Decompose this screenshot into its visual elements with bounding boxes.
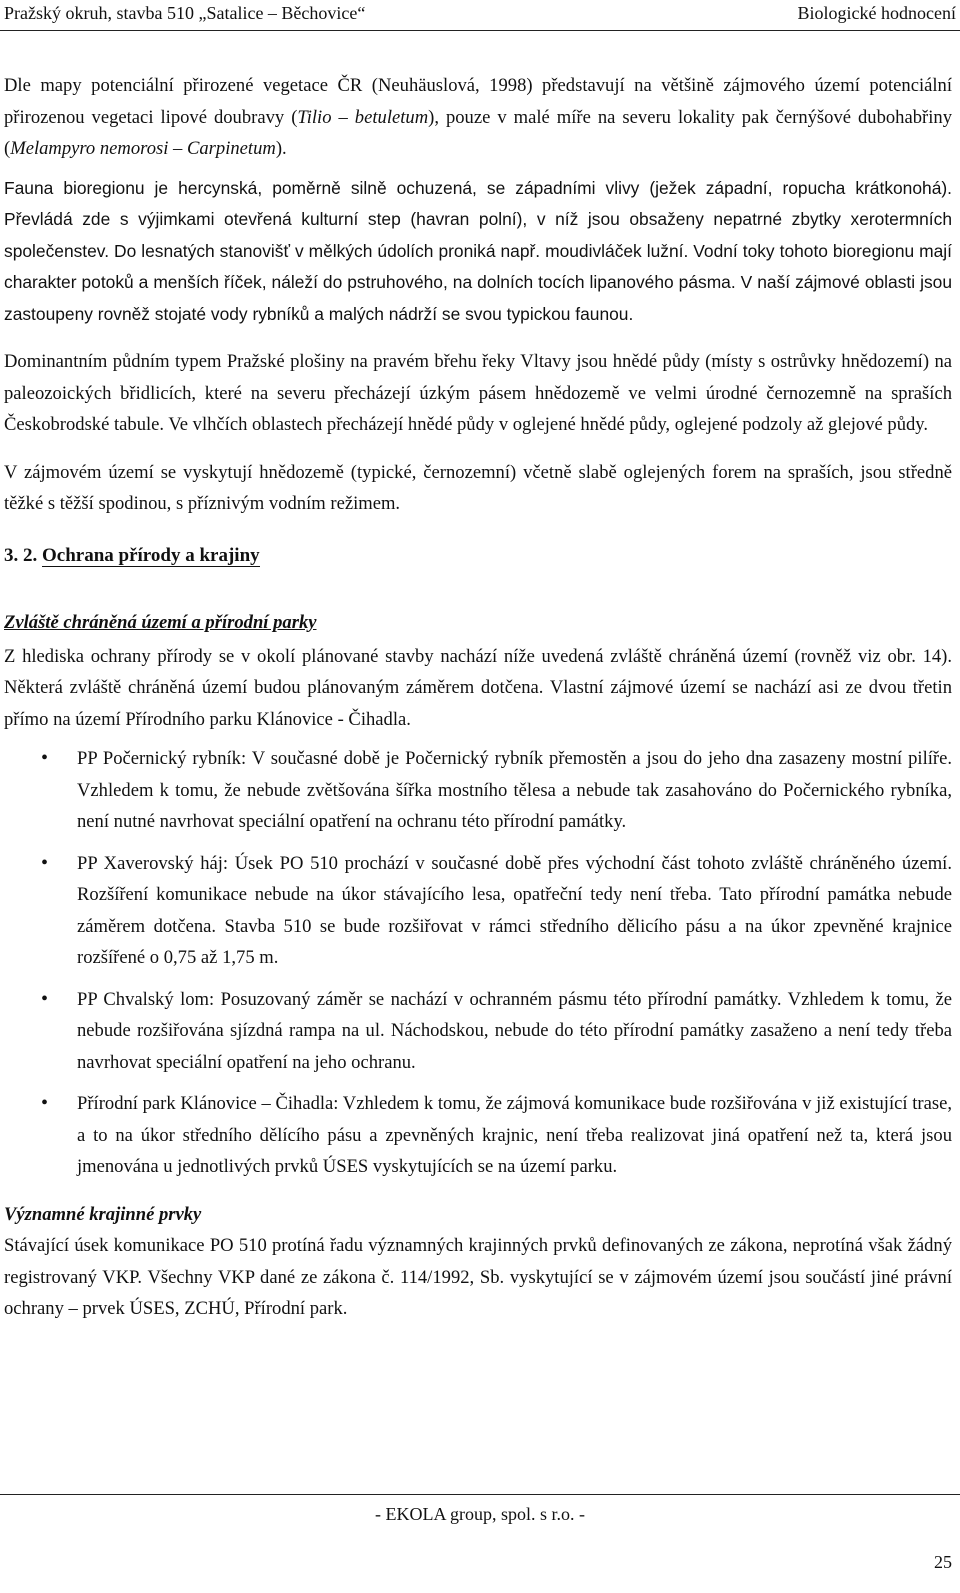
section-heading [4,540,952,572]
section-number: 3. 2. [4,544,38,566]
paragraph-protected-areas-intro: Z hlediska ochrany přírody se v okolí plánované stavby nachází níže uvedená zvláště chráněná území (rovněž viz obr. 14). Některá zvláště chráněná území budou plánovaným záměrem dotčena. Vlastní zájmové území se nachází asi ze dvou třetin přímo na území Přírodního parku Klánovice - Čihadla. [4,645,952,730]
list-item-text: PP Počernický rybník: V současné době je Počernický rybník přemostěn a jsou do jeho dna zasazeny mostní pilíře. Vzhledem k tomu, že nebude zvětšována šířka mostního tělesa a nebude tak zasahováno do Počernického rybníka, není nutné navrhovat speciální opatření na ochranu této přírodní památky. [77,748,952,832]
bullet-icon: • [41,1092,49,1114]
header-document-title: Pražský okruh, stavba 510 „Satalice – Běchovice“ [4,3,366,23]
list-item-text: PP Chvalský lom: Posuzovaný záměr se nachází v ochranném pásmu této přírodní památky. Vzhledem k tomu, že nebude rozšiřována sjízdná rampa na ul. Náchodskou, nebude do této přírodní památky zasaženo a není tedy třeba navrhovat speciální opatření na jeho ochranu. [77,988,952,1073]
paragraph-fauna [4,173,952,331]
bullet-icon: • [41,747,49,769]
list-item-text: PP Xaverovský háj: Úsek PO 510 prochází v současné době přes východní část tohoto zvláště chráněného území. Rozšíření komunikace nebude na úkor stávajícího lesa, opatřeční tedy není třeba. Tato přírodní památka nebude záměrem dotčena. Stavba 510 se bude rozšiřovat v rámci středního dělicího pásu a na úkor zpevněné krajnice rozšířené o 0,75 až 1,75 m. [77,852,952,968]
list-item [4,1088,952,1183]
header-section-title: Biologické hodnocení [797,3,956,23]
protected-areas-list [4,743,952,1183]
text-run: Fauna bioregionu je hercynská, poměrně silně ochuzená, se západními vlivy (ježek západní, ropucha krátkonohá). [4,177,952,198]
footer-company: - EKOLA group, spol. s r.o. - [375,1504,585,1524]
page-number: 25 [934,1552,952,1572]
paragraph-vegetation [4,70,952,165]
paragraph-landscape-elements: Stávající úsek komunikace PO 510 protíná řadu významných krajinných prvků definovaných ze zákona, neprotíná však žádný registrovaný VKP. Všechny VKP dané ze zákona č. 114/1992, Sb. vyskytující se v zájmovém území jsou součástí jiné právní ochrany – prvek ÚSES, ZCHÚ, Přírodní park. [4,1235,952,1319]
paragraph-soil-local: V zájmovém území se vyskytují hnědozemě (typické, černozemní) včetně slabě oglejených forem na spraších, jsou středně těžké s těžší spodinou, s příznivým vodním režimem. [4,461,952,514]
paragraph-soil-types: Dominantním půdním typem Pražské plošiny na pravém břehu řeky Vltavy jsou hnědé půdy (místy s ostrůvky hnědozemí) na paleozoických břidlicích, které na severu přecházejí úzkým pásem hnědozemě ve velmi úrodné černozemně na spraších Českobrodské tabule. Ve vlhčích oblastech přecházejí hnědé půdy v oglejené hnědé půdy, oglejené podzoly až glejové půdy. [4,351,952,435]
latin-name: Melampyro nemorosi – Carpinetum [10,138,276,159]
text-run: Převládá zde s výjimkami otevřená kulturní step (havran polní), v níž jsou obsaženy nepatrné zbytky xerotermních společenstev. Do lesnatých stanovišť v mělkých údolích proniká např. moudivláček lužní. Vodní toky tohoto bioregionu mají charakter potoků a menších říček, náleží do pstruhového, na dolních tocích lipanového pásma. V naší zájmové oblasti jsou zastoupeny rovněž stojaté vody rybníků a malých nádrží se svou typickou faunou. [4,209,952,324]
list-item [4,743,952,838]
bullet-icon: • [41,987,49,1010]
section-title: Ochrana přírody a krajiny [42,544,260,566]
text-run: ). [275,138,287,159]
latin-name: Tilio – betuletum [297,106,429,128]
list-item [4,848,952,974]
text-run: ), pouze v malé míře na severu lokality pak černýšové dubohabřiny ( [4,106,952,159]
bullet-icon: • [41,851,49,874]
footer-divider [0,1494,960,1495]
text-run: Dle mapy potenciální přirozené vegetace ČR (Neuhäuslová, 1998) představují na většině zájmového území potenciální přirozenou vegetaci lipové doubravy ( [4,75,952,128]
document-body [4,70,952,1333]
list-item [4,984,952,1079]
list-item-text: Přírodní park Klánovice – Čihadla: Vzhledem k tomu, že zájmová komunikace bude rozšiřována v již existující trase, a to na úkor středního dělícího pásu a zpevněných krajnic, není třeba realizovat jiná opatření než ta, která jsou jmenována u jednotlivých prvků ÚSES vyskytujících se na území parku. [77,1093,952,1177]
subheading-landscape-elements: Významné krajinné prvky [4,1203,202,1225]
page-header [0,0,960,31]
subheading-protected-areas: Zvláště chráněná území a přírodní parky [4,612,317,633]
